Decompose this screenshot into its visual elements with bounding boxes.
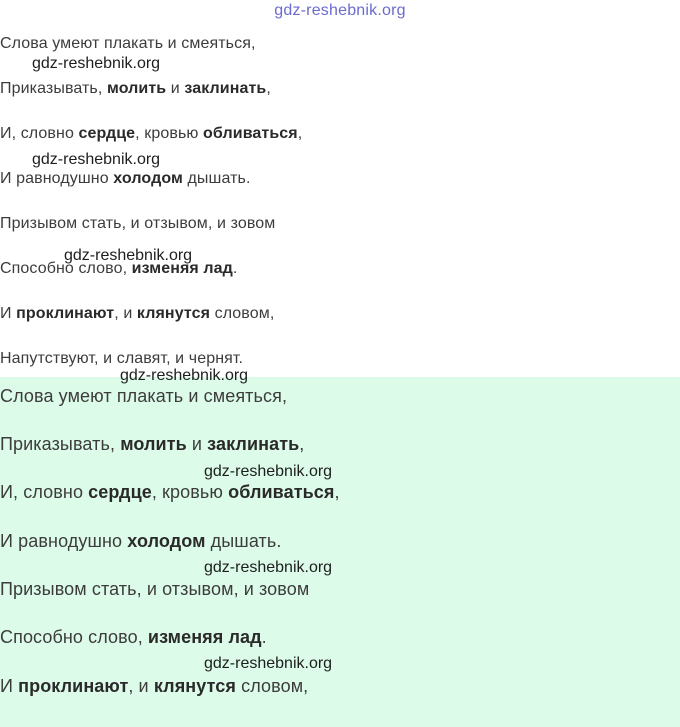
- line-text: словом,: [236, 676, 309, 696]
- bold-word: клянутся: [153, 676, 236, 696]
- poem-line: [0, 627, 267, 648]
- line-text: И: [0, 305, 17, 322]
- line-text: , и: [128, 676, 154, 696]
- line-text: и: [186, 434, 208, 454]
- bold-word: заклинать: [207, 434, 300, 454]
- bold-word: изменяя лад: [131, 260, 233, 277]
- poem-line: [0, 676, 308, 697]
- line-text: ,: [299, 434, 305, 454]
- line-text: Приказывать,: [0, 80, 107, 97]
- bold-word: холодом: [113, 170, 183, 187]
- watermark: gdz-reshebnik.org: [120, 367, 249, 384]
- watermark: gdz-reshebnik.org: [32, 55, 161, 72]
- line-text: И: [0, 676, 19, 696]
- line-text: Слова умеют плакать и смеяться,: [0, 386, 288, 406]
- bold-word: молить: [120, 434, 187, 454]
- watermark: gdz-reshebnik.org: [32, 151, 161, 168]
- answer-panel: [0, 377, 680, 727]
- poem-line: [0, 35, 256, 53]
- watermark: gdz-reshebnik.org: [204, 559, 333, 576]
- bold-word: проклинают: [18, 676, 129, 696]
- poem-line: [0, 305, 274, 323]
- poem-line: [0, 434, 304, 455]
- watermark: gdz-reshebnik.org: [204, 655, 333, 672]
- line-text: , и: [114, 305, 137, 322]
- bold-word: обливаться: [228, 482, 335, 502]
- line-text: Слова умеют плакать и смеяться,: [0, 35, 256, 52]
- line-text: ,: [266, 80, 271, 97]
- poem-line: [0, 350, 243, 368]
- line-text: Способно слово,: [0, 260, 132, 277]
- line-text: И, словно: [0, 125, 79, 142]
- poem-line: [0, 482, 340, 503]
- poem-line: [0, 215, 275, 233]
- line-text: И, словно: [0, 482, 89, 502]
- line-text: дышать.: [182, 170, 251, 187]
- bold-word: клянутся: [136, 305, 211, 322]
- line-text: , кровью: [135, 125, 204, 142]
- line-text: и: [166, 80, 185, 97]
- header-watermark: gdz-reshebnik.org: [274, 2, 406, 19]
- line-text: .: [232, 260, 238, 277]
- line-text: .: [261, 627, 267, 647]
- poem-line: [0, 80, 271, 98]
- line-text: словом,: [210, 305, 275, 322]
- bold-word: обливаться: [203, 125, 298, 142]
- line-text: Напутствуют, и славят, и чернят.: [0, 350, 244, 367]
- poem-line: [0, 386, 287, 407]
- poem-line: [0, 125, 302, 143]
- bold-word: сердце: [78, 125, 136, 142]
- poem-line: [0, 531, 281, 552]
- line-text: ,: [297, 125, 303, 142]
- bold-word: изменяя лад: [147, 627, 262, 647]
- bold-word: сердце: [88, 482, 152, 502]
- line-text: Способно слово,: [0, 627, 148, 647]
- bold-word: проклинают: [16, 305, 115, 322]
- poem-line: [0, 170, 251, 188]
- line-text: И равнодушно: [0, 170, 114, 187]
- line-text: Призывом стать, и отзывом, и зовом: [0, 215, 276, 232]
- line-text: , кровью: [151, 482, 229, 502]
- bold-word: молить: [106, 80, 167, 97]
- line-text: Призывом стать, и отзывом, и зовом: [0, 579, 310, 599]
- bold-word: холодом: [127, 531, 206, 551]
- line-text: дышать.: [205, 531, 282, 551]
- line-text: Приказывать,: [0, 434, 121, 454]
- line-text: ,: [334, 482, 340, 502]
- watermark: gdz-reshebnik.org: [64, 247, 193, 264]
- poem-line: [0, 579, 309, 600]
- bold-word: заклинать: [184, 80, 267, 97]
- line-text: И равнодушно: [0, 531, 128, 551]
- watermark: gdz-reshebnik.org: [204, 463, 333, 480]
